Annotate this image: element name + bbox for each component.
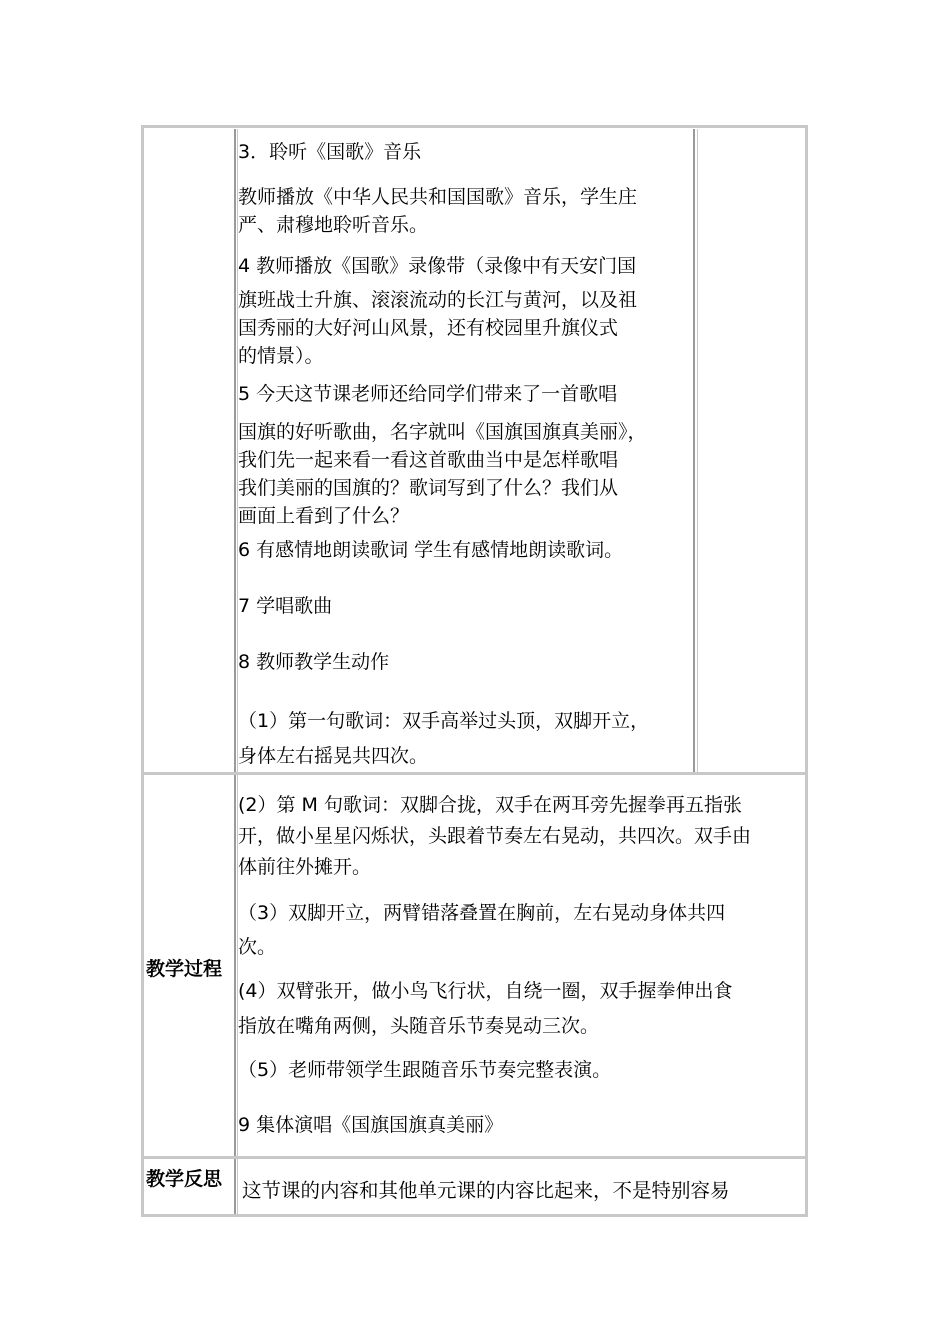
row-divider [144,1156,805,1159]
paragraph: 教师播放《中华人民共和国国歌》音乐，学生庄 严、肃穆地聆听音乐。 [238,186,638,236]
row-label-teaching-reflection: 教学反思 [146,1168,223,1190]
reflection-text: 这节课的内容和其他单元课的内容比起来，不是特别容易 [242,1179,730,1202]
column-divider [693,129,695,773]
row1-content-cell [238,138,693,768]
paragraph: （3）双脚开立，两臂错落叠置在胸前，左右晃动身体共四 次。 [238,902,726,958]
paragraph: 3．聆听《国歌》音乐 [238,141,422,163]
paragraph: （5）老师带领学生跟随音乐节奏完整表演。 [238,1059,612,1081]
paragraph: 4 教师播放《国歌》录像带（录像中有天安门国 [238,255,637,277]
row2-content-cell [238,790,804,1152]
paragraph: 6 有感情地朗读歌词 学生有感情地朗读歌词。 [238,539,624,561]
paragraph: 9 集体演唱《国旗国旗真美丽》 [238,1114,504,1136]
paragraph: 7 学唱歌曲 [238,595,333,617]
paragraph: 8 教师教学生动作 [238,651,390,673]
column-divider [234,129,236,1214]
row-label-teaching-process: 教学过程 [146,958,223,980]
paragraph: 国旗的好听歌曲，名字就叫《国旗国旗真美丽》， 我们先一起来看一看这首歌曲当中是怎样歌唱 我们美丽的国旗的？歌词写到了什么？我们从 画面上看到了什么？ [238,421,647,527]
paragraph: (2）第 M 句歌词：双脚合拢，双手在两耳旁先握拳再五指张 开，做小星星闪烁状，头跟着节奏左右晃动，共四次。双手由 体前往外摊开。 [238,794,752,878]
paragraph: 5 今天这节课老师还给同学们带来了一首歌唱 [238,383,618,405]
paragraph: (4）双臂张开，做小鸟飞行状，自绕一圈，双手握拳伸出食 指放在嘴角两侧，头随音乐节奏晃动三次。 [238,980,733,1037]
paragraph: （1）第一句歌词：双手高举过头顶，双脚开立， 身体左右摇晃共四次。 [238,710,650,767]
paragraph: 旗班战士升旗、滚滚流动的长江与黄河，以及祖 国秀丽的大好河山风景，还有校园里升旗仪式 的情景）。 [238,289,638,367]
column-divider [697,129,698,773]
